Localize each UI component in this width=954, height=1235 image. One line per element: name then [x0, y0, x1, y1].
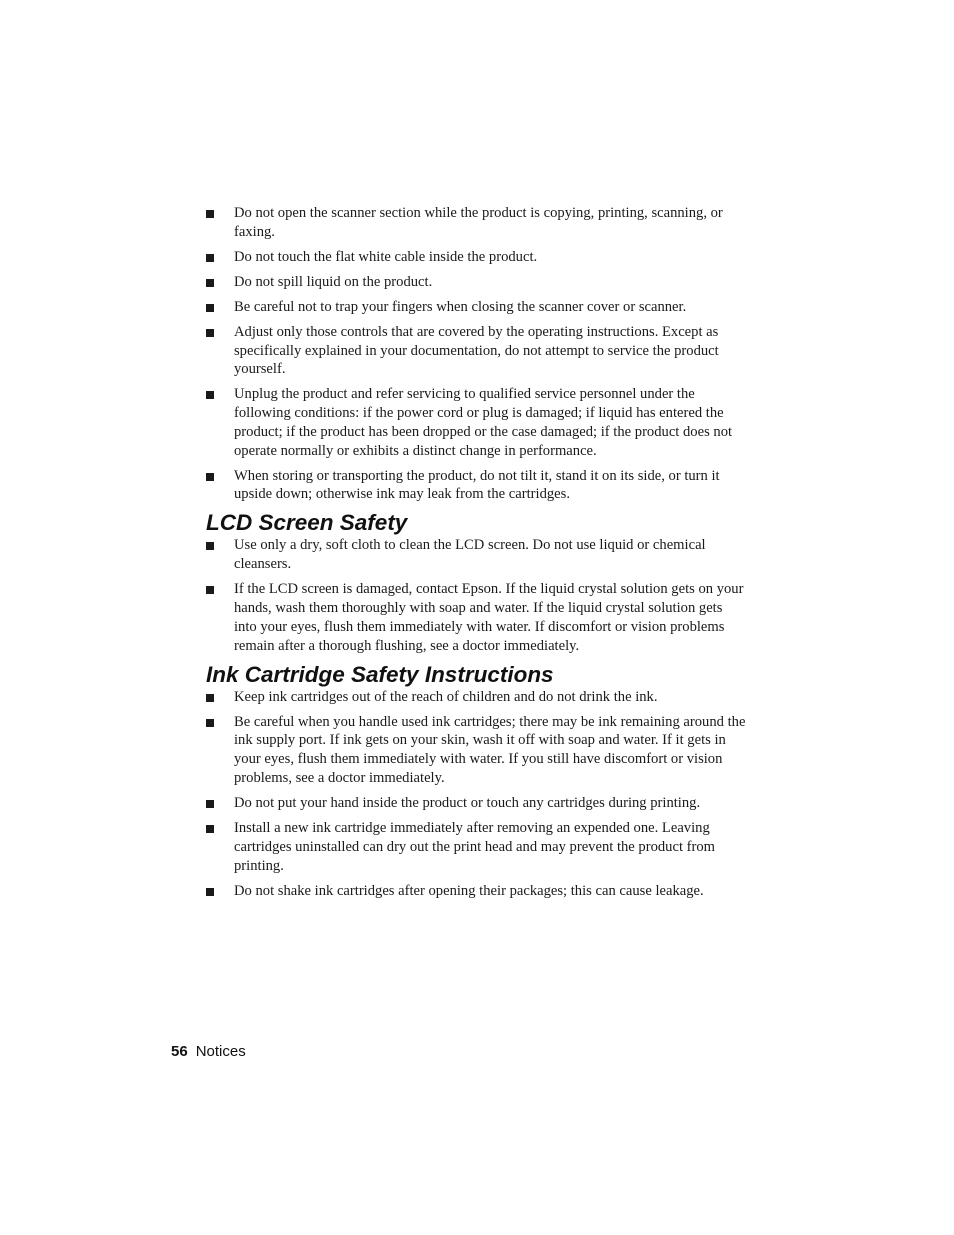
list-item	[206, 688, 746, 707]
square-bullet-icon	[206, 586, 214, 594]
square-bullet-icon	[206, 279, 214, 287]
list-item-text: Do not shake ink cartridges after opening their packages; this can cause leakage.	[234, 882, 704, 899]
list-item-text: Be careful when you handle used ink cartridges; there may be ink remaining around the ink supply port. If ink gets on your skin, wash it off with soap and water. If it gets in your eyes, flush them immediately with water. If you still have discomfort or vision problems, see a doctor immediately.	[234, 713, 746, 786]
square-bullet-icon	[206, 329, 214, 337]
lcd-safety-list	[206, 536, 746, 655]
list-item	[206, 882, 746, 901]
list-item	[206, 794, 746, 813]
list-item-text: When storing or transporting the product, do not tilt it, stand it on its side, or turn it upside down; otherwise ink may leak from the cartridges.	[234, 467, 720, 503]
square-bullet-icon	[206, 719, 214, 727]
list-item	[206, 713, 746, 788]
footer-section-name: Notices	[195, 1043, 246, 1060]
list-item	[206, 248, 746, 267]
list-item-text: If the LCD screen is damaged, contact Epson. If the liquid crystal solution gets on your hands, wash them thoroughly with soap and water. If the liquid crystal solution gets into your eyes, flush them immediately with water. If discomfort or vision problems remain after a thorough flushing, see a doctor immediately.	[234, 581, 744, 654]
square-bullet-icon	[206, 473, 214, 481]
list-item-text: Do not open the scanner section while the product is copying, printing, scanning, or faxing.	[234, 205, 723, 240]
list-item-text: Keep ink cartridges out of the reach of children and do not drink the ink.	[234, 688, 658, 705]
list-item	[206, 819, 746, 875]
square-bullet-icon	[206, 391, 214, 399]
page-number: 56	[171, 1043, 188, 1060]
list-item-text: Do not spill liquid on the product.	[234, 273, 433, 290]
list-item-text: Unplug the product and refer servicing to qualified service personnel under the following conditions: if the power cord or plug is damaged; if liquid has entered the product; if the product has been dropped or the case damaged; if the product does not operate normally or exhibits a distinct change in performance.	[234, 386, 733, 459]
list-item	[206, 273, 746, 292]
list-item-text: Adjust only those controls that are covered by the operating instructions. Except as specifically explained in your documentation, do not attempt to service the product yourself.	[234, 323, 719, 378]
list-item-text: Do not touch the flat white cable inside the product.	[234, 248, 538, 265]
square-bullet-icon	[206, 304, 214, 312]
page-content	[206, 204, 746, 907]
list-item	[206, 323, 746, 379]
list-item-text: Use only a dry, soft cloth to clean the LCD screen. Do not use liquid or chemical cleansers.	[234, 537, 706, 573]
square-bullet-icon	[206, 694, 214, 702]
general-safety-list	[206, 204, 746, 504]
list-item	[206, 298, 746, 317]
square-bullet-icon	[206, 888, 214, 896]
square-bullet-icon	[206, 825, 214, 833]
list-item-text: Be careful not to trap your fingers when closing the scanner cover or scanner.	[234, 298, 687, 315]
page-footer	[171, 1042, 246, 1062]
square-bullet-icon	[206, 210, 214, 218]
lcd-safety-heading: LCD Screen Safety	[206, 510, 408, 536]
list-item	[206, 536, 746, 574]
ink-cartridge-safety-heading: Ink Cartridge Safety Instructions	[206, 661, 554, 687]
list-item	[206, 467, 746, 505]
ink-cartridge-safety-list	[206, 688, 746, 901]
square-bullet-icon	[206, 542, 214, 550]
square-bullet-icon	[206, 800, 214, 808]
list-item	[206, 385, 746, 460]
list-item	[206, 204, 746, 242]
square-bullet-icon	[206, 254, 214, 262]
list-item-text: Do not put your hand inside the product or touch any cartridges during printing.	[234, 794, 701, 811]
list-item-text: Install a new ink cartridge immediately after removing an expended one. Leaving cartridges uninstalled can dry out the print head and may prevent the product from printing.	[234, 819, 716, 874]
list-item	[206, 580, 746, 655]
